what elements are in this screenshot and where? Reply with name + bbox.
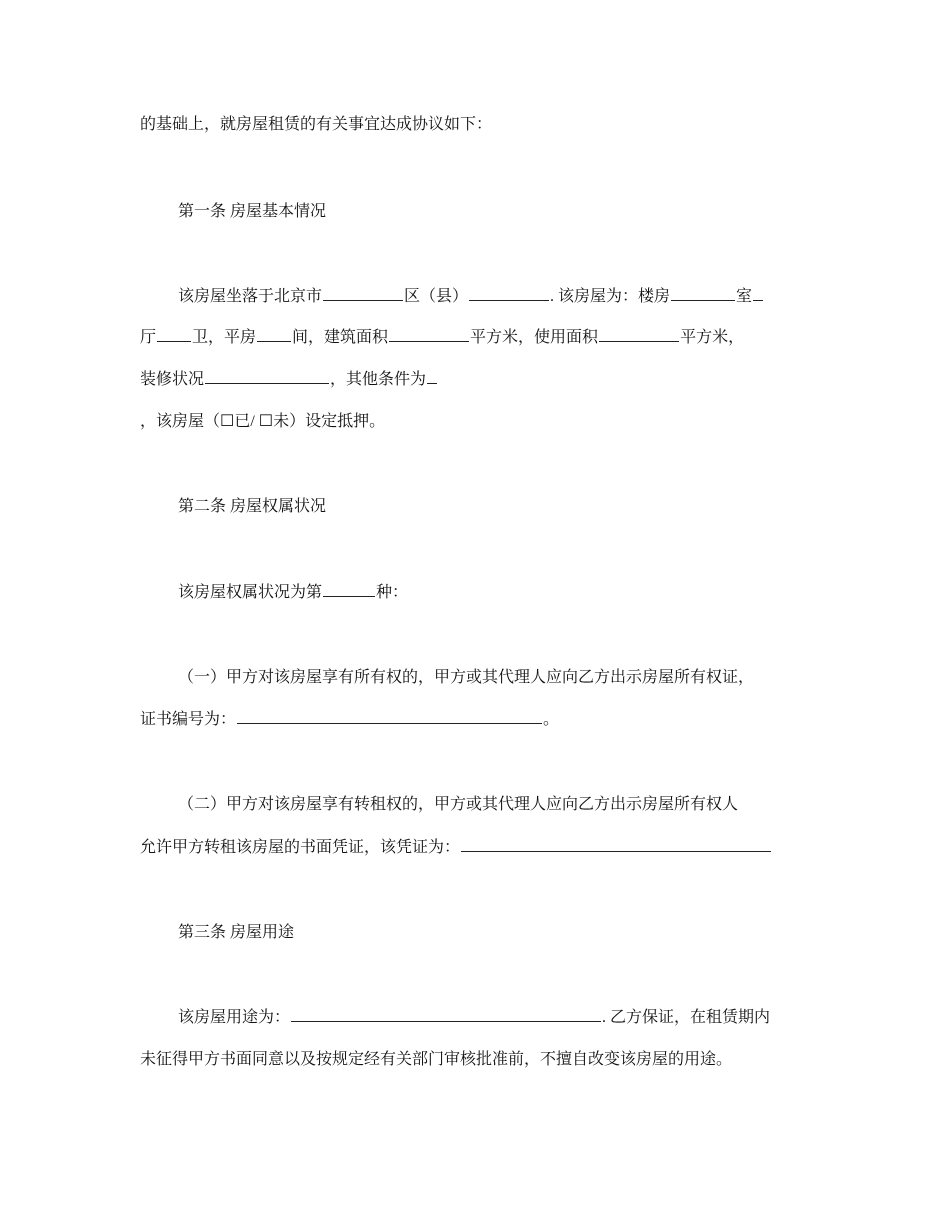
mortgage-line: ，该房屋（☐已/ ☐未）设定抵押。 xyxy=(140,413,386,430)
district-blank[interactable] xyxy=(323,286,403,301)
building-area-blank[interactable] xyxy=(389,327,469,342)
clause-1-line-1: （一）甲方对该房屋享有所有权的，甲方或其代理人应向乙方出示房屋所有权证， xyxy=(178,669,755,686)
house-use-blank[interactable] xyxy=(291,1007,601,1022)
bathrooms-blank[interactable] xyxy=(157,327,191,342)
clause-1-line-2: 证书编号为： 。 xyxy=(140,711,560,728)
usable-area-blank[interactable] xyxy=(599,327,679,342)
county-blank[interactable] xyxy=(469,286,549,301)
article-2-heading: 第二条 房屋权属状况 xyxy=(178,498,327,515)
article-3-line-2: 未征得甲方书面同意以及按规定经有关部门审核批准前，不擅自改变该房屋的用途。 xyxy=(140,1051,733,1068)
rooms-blank[interactable] xyxy=(671,286,735,301)
article-1-heading: 第一条 房屋基本情况 xyxy=(178,203,327,220)
other-conditions-blank[interactable] xyxy=(427,369,437,384)
article-1-line-1: 该房屋坐落于北京市 区（县） . 该房屋为：楼房 室 xyxy=(178,286,764,308)
article-3-heading: 第三条 房屋用途 xyxy=(178,924,295,941)
halls-blank[interactable] xyxy=(753,286,763,301)
article-2-line-1: 该房屋权属状况为第 种： xyxy=(178,584,409,601)
certificate-number-blank[interactable] xyxy=(237,709,542,724)
sublease-certificate-blank[interactable] xyxy=(461,837,771,852)
ownership-type-blank[interactable] xyxy=(323,582,375,597)
article-1-line-2: 厅 卫，平房 间，建筑面积 平方米，使用面积 平方米， xyxy=(140,329,745,346)
clause-2-line-2: 允许甲方转租该房屋的书面凭证，该凭证为： xyxy=(140,837,772,859)
article-3-line-1: 该房屋用途为： . 乙方保证，在租赁期内 xyxy=(178,1009,771,1026)
clause-2-line-1: （二）甲方对该房屋享有转租权的，甲方或其代理人应向乙方出示房屋所有权人 xyxy=(178,796,739,813)
article-1-line-3: 装修状况 ，其他条件为 xyxy=(140,369,438,391)
bungalow-rooms-blank[interactable] xyxy=(257,327,291,342)
intro-line: 的基础上，就房屋租赁的有关事宜达成协议如下： xyxy=(140,116,493,133)
decoration-blank[interactable] xyxy=(205,369,329,384)
